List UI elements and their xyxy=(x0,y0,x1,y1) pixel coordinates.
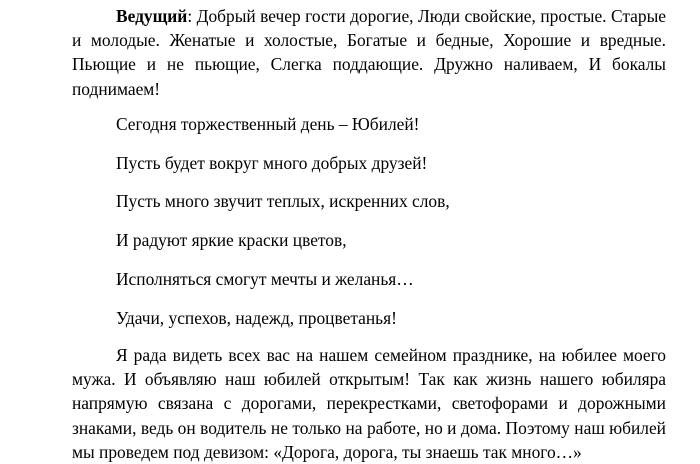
closing-paragraph: Я рада видеть всех вас на нашем семейном празднике, на юбилее моего мужа. И объявляю наш юбилей открытым! Так как жизнь нашего юбиляра напрямую связана с дорогами, перекрестками, светофорами и дорожными знаками, ведь он водитель не только на работе, но и дома. Поэтому наш юбилей мы проведем под девизом: «Дорога, дорога, ты знаешь так много…» xyxy=(72,345,666,462)
verse-line: Сегодня торжественный день – Юбилей! xyxy=(116,113,420,134)
document-page xyxy=(72,4,666,464)
speaker-label: Ведущий xyxy=(116,6,188,26)
verse-line: Пусть много звучит теплых, искренних слов, xyxy=(116,191,450,212)
verse-line: Пусть будет вокруг много добрых друзей! xyxy=(116,152,428,173)
intro-paragraph xyxy=(72,4,666,101)
verse-line: Исполняться смогут мечты и желанья… xyxy=(116,269,414,289)
verse-line: И радуют яркие краски цветов, xyxy=(116,230,347,251)
verse-line: Удачи, успехов, надежд, процветанья! xyxy=(116,307,397,328)
intro-text: : Добрый вечер гости дорогие, Люди свойские, простые. Старые и молодые. Женатые и холостые, Богатые и бедные, Хорошие и вредные. Пьющие и не пьющие, Слегка поддающие. Дружно наливаем, И бокалы поднимаем! xyxy=(72,6,666,99)
